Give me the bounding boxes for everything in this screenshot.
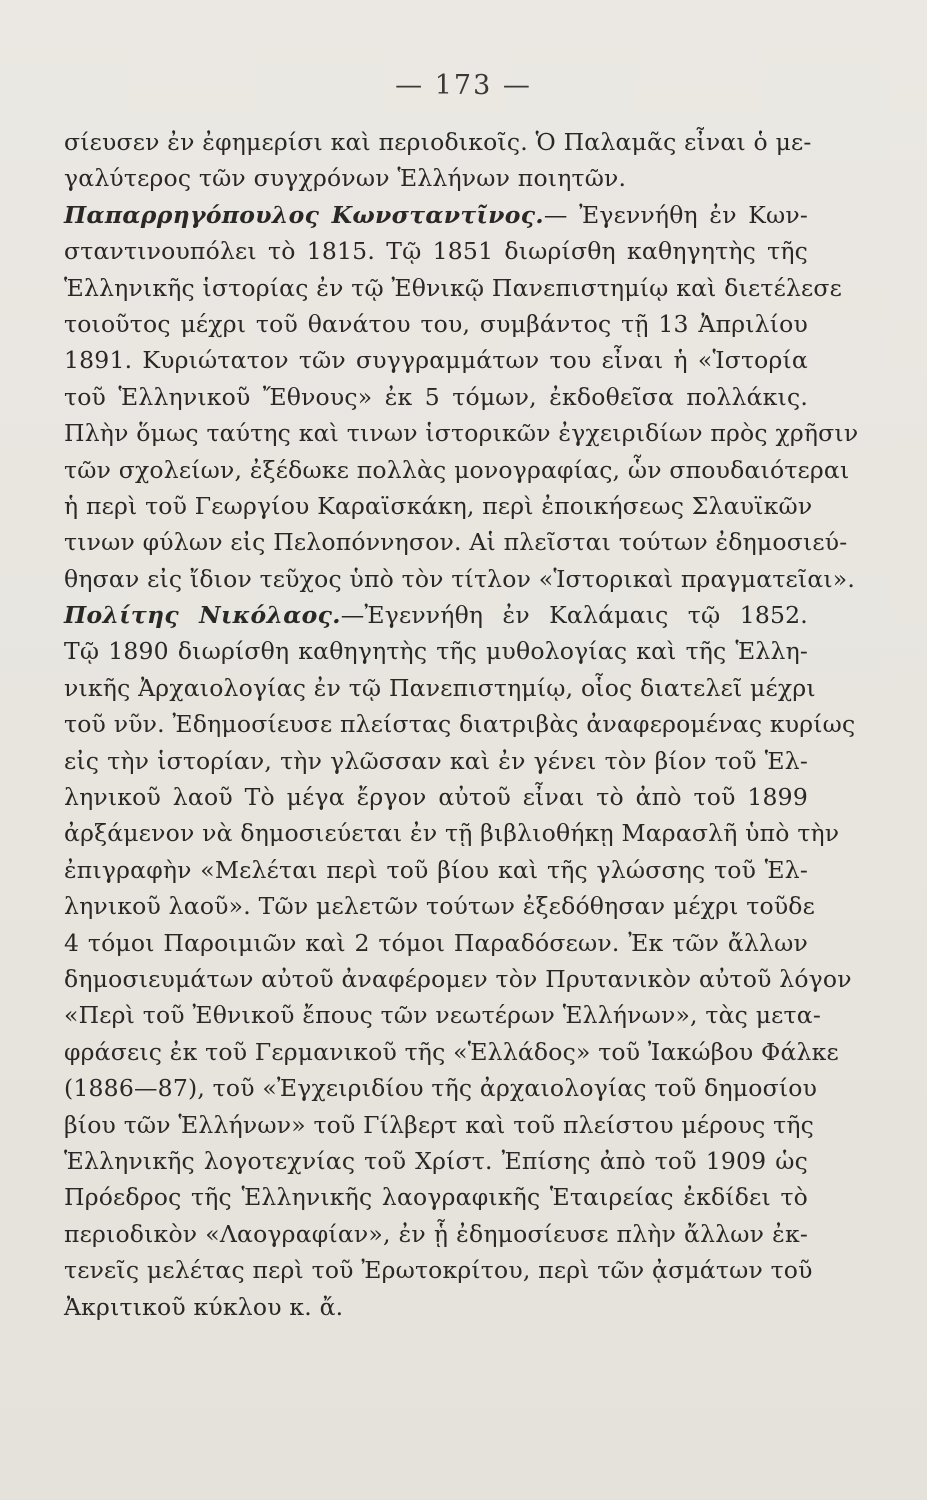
text-line: Τῷ 1890 διωρίσθη καθηγητὴς τῆς μυθολογίας καὶ τῆς Ἑλλη-	[64, 637, 808, 666]
text-line: ἀρξάμενον νὰ δημοσιεύεται ἐν τῇ βιβλιοθήκῃ Μαρασλῆ ὑπὸ τὴν	[64, 819, 840, 848]
text-line: ἐπιγραφὴν «Μελέται περὶ τοῦ βίου καὶ τῆς γλώσσης τοῦ Ἑλ-	[64, 855, 808, 884]
text-line: σταντινουπόλει τὸ 1815. Τῷ 1851 διωρίσθη καθηγητὴς τῆς	[64, 237, 808, 266]
text-line: Ἑλληνικῆς λογοτεχνίας τοῦ Χρίστ. Ἐπίσης ἀπὸ τοῦ 1909 ὡς	[64, 1146, 808, 1175]
text-line: (1886—87), τοῦ «Ἐγχειριδίου τῆς ἀρχαιολογίας τοῦ δημοσίου	[64, 1074, 818, 1103]
text-line: φράσεις ἐκ τοῦ Γερμανικοῦ τῆς «Ἑλλάδος» τοῦ Ἰακώβου Φάλκε	[64, 1037, 839, 1066]
text-line: Ἀκριτικοῦ κύκλου κ. ἄ.	[64, 1292, 344, 1321]
text-line	[64, 197, 808, 233]
text-line: 4 τόμοι Παροιμιῶν καὶ 2 τόμοι Παραδόσεων. Ἐκ τῶν ἄλλων	[64, 928, 808, 957]
text-line: ἡ περὶ τοῦ Γεωργίου Καραϊσκάκη, περὶ ἐποικήσεως Σλαυϊκῶν	[64, 491, 813, 520]
text-line: ληνικοῦ λαοῦ». Τῶν μελετῶν τούτων ἐξεδόθησαν μέχρι τοῦδε	[64, 892, 816, 921]
body-text	[64, 124, 859, 1325]
text-line: Πρόεδρος τῆς Ἑλληνικῆς λαογραφικῆς Ἑταιρείας ἐκδίδει τὸ	[64, 1183, 808, 1212]
text-line: 1891. Κυριώτατον τῶν συγγραμμάτων του εἶναι ἡ «Ἱστορία	[64, 346, 808, 375]
text-line	[64, 597, 808, 633]
text-line: τοιοῦτος μέχρι τοῦ θανάτου του, συμβάντος τῇ 13 Ἀπριλίου	[64, 309, 808, 338]
entry-heading: Πολίτης Νικόλαος.	[64, 601, 341, 630]
entry-heading: Παπαρρηγόπουλος Κωνσταντῖνος.	[64, 200, 544, 229]
paragraph-paparrigopoulos	[64, 197, 859, 597]
text-line: τοῦ νῦν. Ἐδημοσίευσε πλείστας διατριβὰς ἀναφερομένας κυρίως	[64, 710, 856, 739]
paragraph-politis	[64, 597, 856, 1325]
text-line: γαλύτερος τῶν συγχρόνων Ἑλλήνων ποιητῶν.	[64, 164, 627, 193]
text-line: τενεῖς μελέτας περὶ τοῦ Ἐρωτοκρίτου, περὶ τῶν ᾀσμάτων τοῦ	[64, 1256, 813, 1285]
page-number: — 173 —	[395, 70, 532, 101]
text-line: βίου τῶν Ἑλλήνων» τοῦ Γίλβερτ καὶ τοῦ πλείστου μέρους τῆς	[64, 1110, 814, 1139]
text-line-content: —Ἐγεννήθη ἐν Καλάμαις τῷ 1852.	[340, 601, 808, 630]
text-line: θησαν εἰς ἴδιον τεῦχος ὑπὸ τὸν τίτλον «Ἱστορικαὶ πραγματεῖαι».	[64, 564, 856, 593]
text-line-content: — Ἐγεννήθη ἐν Κων-	[543, 200, 808, 229]
text-line: τῶν σχολείων, ἐξέδωκε πολλὰς μονογραφίας, ὧν σπουδαιότεραι	[64, 455, 850, 484]
text-line: δημοσιευμάτων αὐτοῦ ἀναφέρομεν τὸν Πρυτανικὸν αὐτοῦ λόγον	[64, 964, 852, 993]
paragraph-palamas-end	[64, 124, 812, 197]
text-line: ληνικοῦ λαοῦ Τὸ μέγα ἔργον αὐτοῦ εἶναι τὸ ἀπὸ τοῦ 1899	[64, 783, 808, 812]
text-line: τινων φύλων εἰς Πελοπόννησον. Αἱ πλεῖσται τούτων ἐδημοσιεύ-	[64, 528, 848, 557]
text-line: νικῆς Ἀρχαιολογίας ἐν τῷ Πανεπιστημίῳ, οἷος διατελεῖ μέχρι	[64, 673, 816, 702]
text-line: Ἑλληνικῆς ἱστορίας ἐν τῷ Ἐθνικῷ Πανεπιστημίῳ καὶ διετέλεσε	[64, 273, 843, 302]
text-line: εἰς τὴν ἱστορίαν, τὴν γλῶσσαν καὶ ἐν γένει τὸν βίον τοῦ Ἑλ-	[64, 746, 808, 775]
text-line: περιοδικὸν «Λαογραφίαν», ἐν ᾗ ἐδημοσίευσε πλὴν ἄλλων ἐκ-	[64, 1219, 808, 1248]
text-line: σίευσεν ἐν ἐφημερίσι καὶ περιοδικοῖς. Ὁ Παλαμᾶς εἶναι ὁ με-	[64, 128, 812, 156]
text-line: «Περὶ τοῦ Ἐθνικοῦ ἔπους τῶν νεωτέρων Ἑλλήνων», τὰς μετα-	[64, 1001, 821, 1030]
text-line: τοῦ Ἑλληνικοῦ Ἔθνους» ἐκ 5 τόμων, ἐκδοθεῖσα πολλάκις.	[64, 382, 808, 411]
text-line: Πλὴν ὅμως ταύτης καὶ τινων ἱστορικῶν ἐγχειριδίων πρὸς χρῆσιν	[64, 419, 859, 448]
